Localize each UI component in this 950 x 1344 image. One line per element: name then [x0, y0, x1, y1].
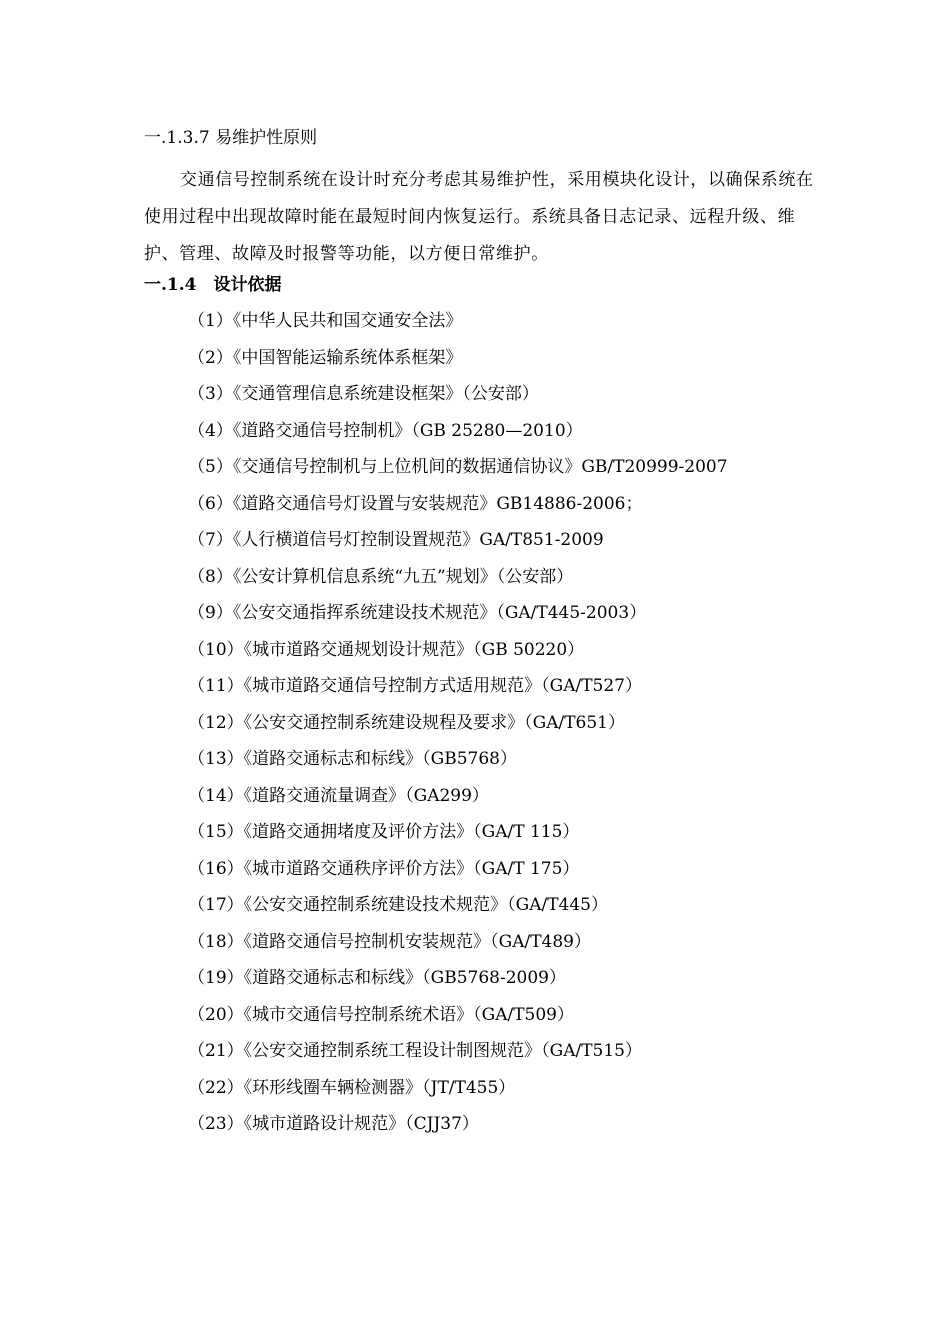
subsection-heading: 一.1.3.7 易维护性原则 — [144, 128, 318, 148]
reference-item: （11）《城市道路交通信号控制方式适用规范》（GA/T527） — [188, 676, 643, 696]
reference-item: （17）《公安交通控制系统建设技术规范》（GA/T445） — [188, 895, 609, 915]
reference-item: （13）《道路交通标志和标线》（GB5768） — [188, 749, 517, 769]
reference-item: （22）《环形线圈车辆检测器》（JT/T455） — [188, 1077, 516, 1098]
reference-item: （2）《中国智能运输系统体系框架》 — [188, 347, 463, 368]
reference-item: （8）《公安计算机信息系统“九五”规划》（公安部） — [188, 566, 574, 587]
subsection-paragraph: 交通信号控制系统在设计时充分考虑其易维护性，采用模块化设计，以确保系统在使用过程中出现故障时能在最短时间内恢复运行。系统具备日志记录、远程升级、维护、管理、故障及时报警等功能，以方便日常维护。 — [144, 170, 814, 264]
reference-item: （12）《公安交通控制系统建设规程及要求》（GA/T651） — [188, 712, 626, 733]
reference-item: （18）《道路交通信号控制机安装规范》（GA/T489） — [188, 931, 592, 952]
section-heading: 一.1.4 设计依据 — [144, 275, 282, 295]
reference-item: （19）《道路交通标志和标线》（GB5768-2009） — [188, 968, 566, 988]
reference-item: （16）《城市道路交通秩序评价方法》（GA/T 175） — [188, 858, 580, 879]
reference-list — [188, 310, 728, 1150]
reference-item: （9）《公安交通指挥系统建设技术规范》（GA/T445-2003） — [188, 603, 647, 623]
reference-item: （3）《交通管理信息系统建设框架》（公安部） — [188, 384, 539, 404]
reference-item: （10）《城市道路交通规划设计规范》（GB 50220） — [188, 639, 585, 660]
reference-item: （15）《道路交通拥堵度及评价方法》（GA/T 115） — [188, 822, 580, 842]
reference-item: （14）《道路交通流量调查》（GA299） — [188, 785, 489, 806]
reference-item: （20）《城市交通信号控制系统术语》（GA/T509） — [188, 1004, 575, 1025]
reference-item: （23）《城市道路设计规范》（CJJ37） — [188, 1114, 479, 1134]
reference-item: （1）《中华人民共和国交通安全法》 — [188, 311, 463, 331]
reference-item: （7）《人行横道信号灯控制设置规范》GA/T851-2009 — [188, 530, 604, 550]
reference-item: （5）《交通信号控制机与上位机间的数据通信协议》GB/T20999-2007 — [188, 457, 728, 477]
reference-item: （21）《公安交通控制系统工程设计制图规范》（GA/T515） — [188, 1041, 643, 1061]
reference-item: （6）《道路交通信号灯设置与安装规范》GB14886-2006； — [188, 493, 643, 514]
reference-item: （4）《道路交通信号控制机》（GB 25280—2010） — [188, 420, 583, 441]
